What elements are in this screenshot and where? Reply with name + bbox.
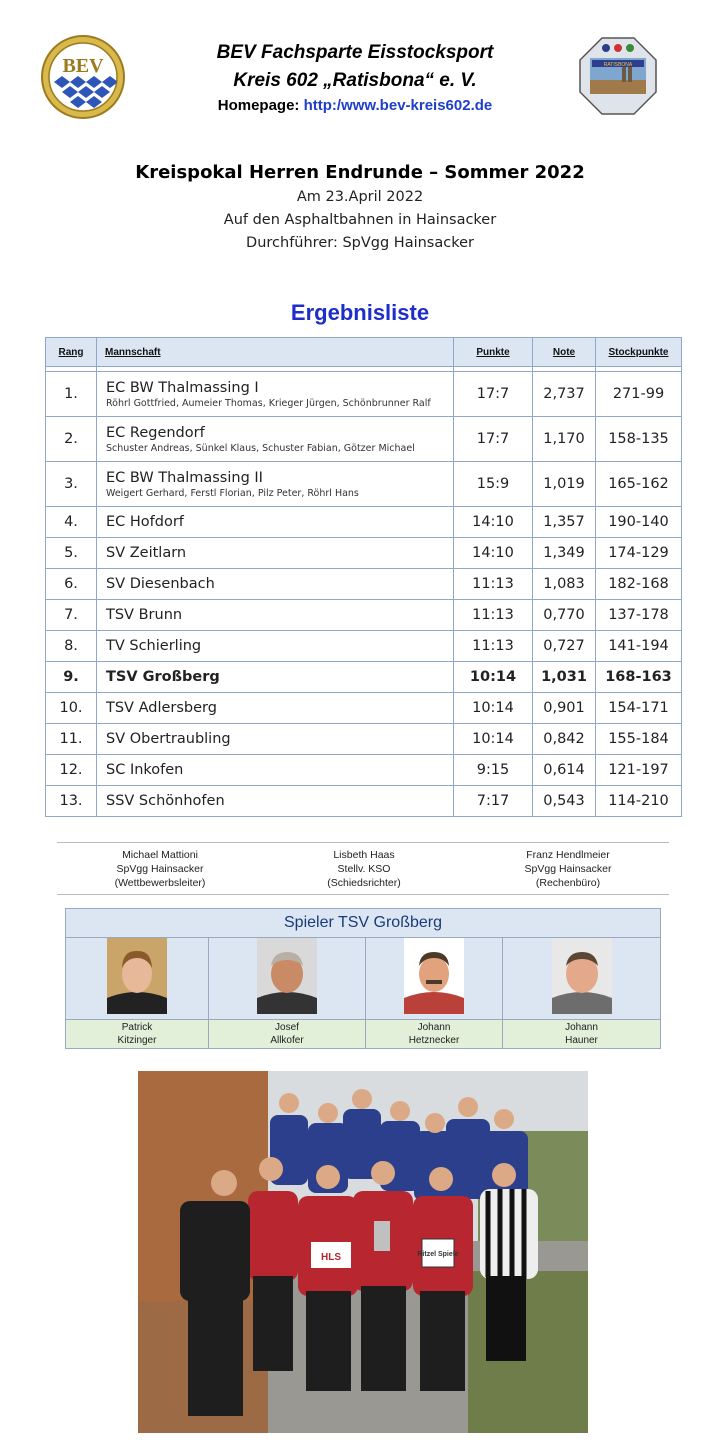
points-cell: 10:14 (454, 693, 533, 724)
team-name: EC Regendorf (106, 424, 205, 441)
points-cell: 10:14 (454, 724, 533, 755)
team-members: Röhrl Gottfried, Aumeier Thomas, Krieger Jürgen, Schönbrunner Ralf (106, 397, 431, 409)
table-row-highlighted (46, 662, 682, 693)
table-row (46, 507, 682, 538)
col-header-mannschaft: Mannschaft (97, 338, 454, 367)
stock-cell: 155-184 (596, 724, 682, 755)
points-cell: 7:17 (454, 786, 533, 817)
team-photo (138, 1071, 588, 1433)
team-name: SV Diesenbach (97, 569, 454, 600)
player-photo-cell (503, 938, 661, 1020)
rank-cell: 12. (46, 755, 97, 786)
officials-divider-bottom (57, 894, 669, 895)
player-first-name: Josef (275, 1022, 299, 1033)
rank-cell: 2. (46, 417, 97, 462)
rank-cell: 4. (46, 507, 97, 538)
points-cell: 17:7 (454, 417, 533, 462)
official-role: (Wettbewerbsleiter) (114, 877, 206, 889)
team-name: EC Hofdorf (97, 507, 454, 538)
bev-logo-text: BEV (62, 55, 104, 77)
table-row (46, 600, 682, 631)
rank-cell: 1. (46, 372, 97, 417)
stock-cell: 174-129 (596, 538, 682, 569)
table-row (46, 755, 682, 786)
official-name: Michael Mattioni (122, 849, 198, 861)
team-name: SSV Schönhofen (97, 786, 454, 817)
photo-sign-left: HLS (321, 1252, 341, 1263)
col-header-note: Note (533, 338, 596, 367)
note-cell: 1,357 (533, 507, 596, 538)
rank-cell: 7. (46, 600, 97, 631)
player-first-name: Patrick (121, 1022, 153, 1033)
players-title: Spieler TSV Großberg (66, 909, 661, 938)
stock-cell: 141-194 (596, 631, 682, 662)
official-name: Lisbeth Haas (333, 849, 395, 861)
points-cell: 11:13 (454, 569, 533, 600)
points-cell: 11:13 (454, 631, 533, 662)
stock-cell: 158-135 (596, 417, 682, 462)
stock-cell: 271-99 (596, 372, 682, 417)
points-cell: 15:9 (454, 462, 533, 507)
points-cell: 14:10 (454, 507, 533, 538)
table-header-row (46, 338, 682, 367)
team-name: SV Zeitlarn (97, 538, 454, 569)
team-name: TV Schierling (97, 631, 454, 662)
rank-cell: 3. (46, 462, 97, 507)
col-header-rang: Rang (46, 338, 97, 367)
player-photo (552, 938, 612, 1014)
player-last-name: Allkofer (270, 1035, 304, 1046)
team-cell (97, 417, 454, 462)
player-photo (257, 938, 317, 1014)
table-row (46, 462, 682, 507)
player-photo-cell (209, 938, 366, 1020)
event-date: Am 23.April 2022 (296, 189, 424, 205)
rank-cell: 9. (46, 662, 97, 693)
table-row (46, 417, 682, 462)
points-cell: 11:13 (454, 600, 533, 631)
note-cell: 0,842 (533, 724, 596, 755)
ratisbona-logo-text: RATISBONA (603, 62, 633, 68)
team-name: TSV Brunn (97, 600, 454, 631)
official-2 (264, 848, 464, 890)
player-first-name: Johann (565, 1022, 598, 1033)
note-cell: 1,031 (533, 662, 596, 693)
stock-cell: 168-163 (596, 662, 682, 693)
note-cell: 0,901 (533, 693, 596, 724)
players-table (65, 908, 661, 1049)
team-cell (97, 372, 454, 417)
table-row (46, 631, 682, 662)
stock-cell: 182-168 (596, 569, 682, 600)
team-members: Schuster Andreas, Sünkel Klaus, Schuster Fabian, Götzer Michael (106, 442, 415, 454)
stock-cell: 114-210 (596, 786, 682, 817)
homepage-link[interactable]: http:/www.bev-kreis602.de (303, 97, 493, 114)
player-photo (404, 938, 464, 1014)
rank-cell: 6. (46, 569, 97, 600)
player-photo (107, 938, 167, 1014)
homepage-line (140, 97, 570, 114)
official-role: (Schiedsrichter) (327, 877, 401, 889)
rank-cell: 8. (46, 631, 97, 662)
points-cell: 9:15 (454, 755, 533, 786)
note-cell: 0,614 (533, 755, 596, 786)
player-last-name: Kitzinger (117, 1035, 157, 1046)
bev-logo (40, 34, 126, 120)
stock-cell: 121-197 (596, 755, 682, 786)
table-row (46, 538, 682, 569)
officials-divider-top (57, 842, 669, 843)
player-last-name: Hetznecker (408, 1035, 460, 1046)
stock-cell: 137-178 (596, 600, 682, 631)
rank-cell: 5. (46, 538, 97, 569)
event-organizer: Durchführer: SpVgg Hainsacker (246, 235, 474, 251)
note-cell: 2,737 (533, 372, 596, 417)
stock-cell: 154-171 (596, 693, 682, 724)
note-cell: 0,770 (533, 600, 596, 631)
player-last-name: Hauner (565, 1035, 598, 1046)
homepage-label: Homepage: (217, 97, 300, 114)
team-name: TSV Adlersberg (97, 693, 454, 724)
stock-cell: 165-162 (596, 462, 682, 507)
note-cell: 1,349 (533, 538, 596, 569)
player-name-cell (66, 1020, 209, 1049)
table-row (46, 786, 682, 817)
official-club: SpVgg Hainsacker (116, 863, 204, 875)
results-title: Ergebnisliste (290, 300, 430, 325)
player-name-cell (503, 1020, 661, 1049)
note-cell: 1,019 (533, 462, 596, 507)
rank-cell: 10. (46, 693, 97, 724)
team-name: EC BW Thalmassing II (106, 469, 263, 486)
player-photo-cell (366, 938, 503, 1020)
stock-cell: 190-140 (596, 507, 682, 538)
rank-cell: 13. (46, 786, 97, 817)
points-cell: 14:10 (454, 538, 533, 569)
official-club: Stellv. KSO (337, 863, 391, 875)
team-members: Weigert Gerhard, Ferstl Florian, Pilz Peter, Röhrl Hans (106, 487, 359, 499)
note-cell: 1,083 (533, 569, 596, 600)
header-line-1: BEV Fachsparte Eisstocksport (216, 42, 494, 63)
official-club: SpVgg Hainsacker (524, 863, 612, 875)
team-name: SC Inkofen (97, 755, 454, 786)
team-cell (97, 462, 454, 507)
official-role: (Rechenbüro) (535, 877, 601, 889)
note-cell: 0,727 (533, 631, 596, 662)
official-name: Franz Hendlmeier (526, 849, 610, 861)
header-line-2: Kreis 602 „Ratisbona“ e. V. (233, 70, 477, 91)
table-row (46, 569, 682, 600)
event-venue: Auf den Asphaltbahnen in Hainsacker (223, 212, 497, 228)
table-row (46, 372, 682, 417)
player-first-name: Johann (417, 1022, 451, 1033)
note-cell: 1,170 (533, 417, 596, 462)
note-cell: 0,543 (533, 786, 596, 817)
photo-sign-right: Ritzel Spiele (417, 1251, 459, 1258)
col-header-punkte: Punkte (454, 338, 533, 367)
table-row (46, 724, 682, 755)
table-row (46, 693, 682, 724)
official-3 (468, 848, 668, 890)
col-header-stockpunkte: Stockpunkte (596, 338, 682, 367)
results-table (45, 337, 682, 817)
player-name-cell (366, 1020, 503, 1049)
event-title: Kreispokal Herren Endrunde – Sommer 2022 (135, 162, 585, 183)
team-name: SV Obertraubling (97, 724, 454, 755)
team-name: TSV Großberg (97, 662, 454, 693)
team-name: EC BW Thalmassing I (106, 379, 259, 396)
ratisbona-logo (578, 36, 658, 116)
points-cell: 10:14 (454, 662, 533, 693)
player-name-cell (209, 1020, 366, 1049)
points-cell: 17:7 (454, 372, 533, 417)
official-1 (60, 848, 260, 890)
player-photo-cell (66, 938, 209, 1020)
rank-cell: 11. (46, 724, 97, 755)
